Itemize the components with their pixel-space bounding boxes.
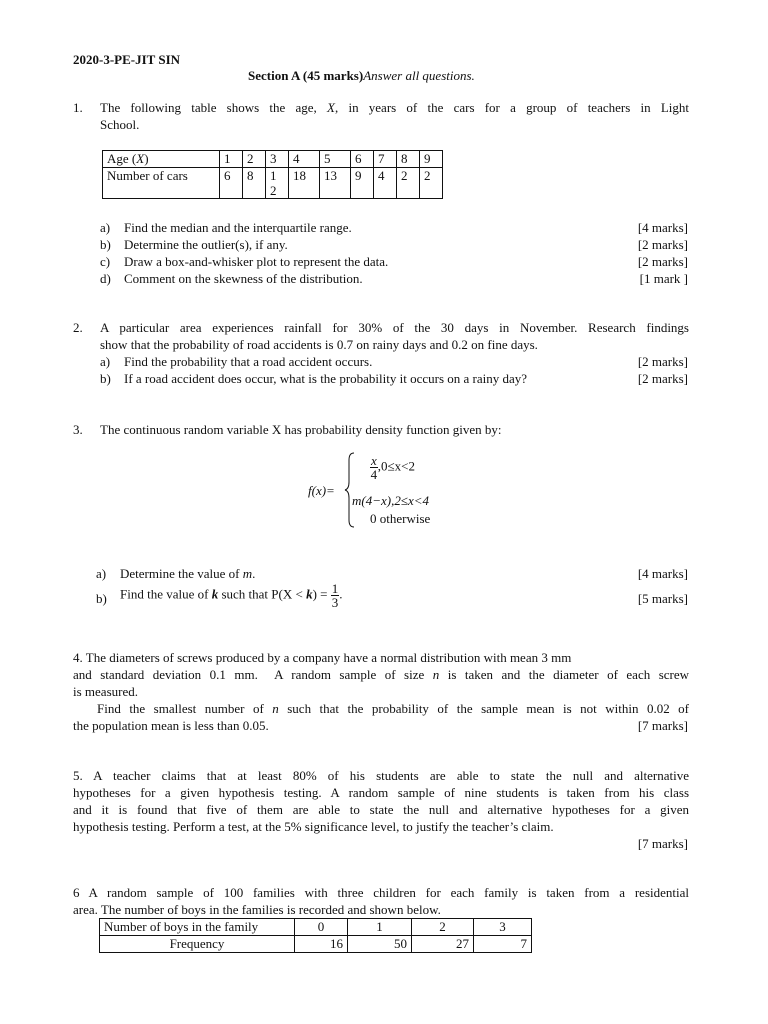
table-row [103,168,443,199]
pdf-lhs: f(x)= [308,483,335,498]
q3-number: 3. [73,422,83,437]
q3a-text [120,566,255,582]
table-cell: 2 [243,151,266,168]
q1-age-table [102,150,443,199]
table-cell: 0 [295,919,348,936]
fraction-denominator: 3 [331,595,339,610]
q5-line1: 5. A teacher claims that at least 80% of his students are able to state the null and alternative [73,768,689,783]
q2a-text: Find the probability that a road accident occurs. [124,354,373,369]
q5-line4: hypothesis testing. Perform a test, at the 5% significance level, to justify the teacher’s claim. [73,819,554,834]
table-header-frequency: Frequency [100,936,295,953]
table-cell: 18 [289,168,320,199]
q3a-label: a) [96,566,107,581]
table-cell: 5 [320,151,351,168]
q2b-label: b) [100,371,111,386]
table-cell: 9 [420,151,443,168]
table-cell: 1 2 [266,168,289,199]
q6-line2: area. The number of boys in the families is recorded and shown below. [73,902,441,917]
pdf-case1-fraction [370,454,378,481]
one-third-fraction [331,581,343,610]
q2-number: 2. [73,320,83,335]
table-cell: 9 [351,168,374,199]
q4-line1: 4. The diameters of screws produced by a company have a normal distribution with mean 3 mm [73,650,572,665]
section-heading [248,68,475,84]
q3b-end: . [339,586,343,602]
section-title: Section A (45 marks) [248,68,364,83]
table-cell: 3 [474,919,532,936]
section-instruction: Answer all questions. [363,68,475,83]
q4-line5: the population mean is less than 0.05. [73,718,269,733]
paper-code: 2020-3-PE-JIT SIN [73,52,181,67]
q6-line1: 6 A random sample of 100 families with three children for each family is taken from a residential [73,885,689,900]
q2a-label: a) [100,354,111,369]
q1b-marks: [2 marks] [637,237,688,252]
pdf-case1-condition: ,0≤x<2 [377,458,415,474]
q2a-marks: [2 marks] [637,354,688,369]
table-cell: 16 [295,936,348,953]
table-row [100,936,532,953]
table-cell: 6 [351,151,374,168]
table-cell: 8 [397,151,420,168]
table-cell: 4 [289,151,320,168]
q5-marks: [7 marks] [637,836,688,851]
table-row [103,151,443,168]
q1c-text: Draw a box-and-whisker plot to represent the data. [124,254,389,269]
q2b-text: If a road accident does occur, what is the probability it occurs on a rainy day? [124,371,528,386]
table-cell: 1 [220,151,243,168]
q2b-marks: [2 marks] [637,371,688,386]
table-cell: 27 [412,936,474,953]
q3b-text-post: ) = [312,586,331,602]
q1d-marks: [1 mark ] [639,271,688,286]
fraction-numerator: 1 [331,581,339,596]
table-cell: 8 [243,168,266,199]
pdf-equation [308,450,488,532]
q4-line4: Find the smallest number of n such that the probability of the sample mean is not within 0.02 of [97,701,689,716]
table-header-count: Number of cars [103,168,220,199]
q1-stem-line2: School. [100,117,140,132]
table-cell: 7 [474,936,532,953]
q3a-marks: [4 marks] [637,566,688,581]
q1a-text: Find the median and the interquartile range. [124,220,352,235]
q4-line2: and standard deviation 0.1 mm. A random sample of size n is taken and the diameter of each screw [73,667,690,682]
q3b-text-mid: such that P(X < [218,586,307,602]
q3a-text-post: . [252,566,256,581]
q5-line3: and it is found that five of them are able to state the null and alternative hypotheses for a given [73,802,689,817]
q2-stem-line1: A particular area experiences rainfall for 30% of the 30 days in November. Research findings [100,320,689,335]
q3a-text-pre: Determine the value of [120,566,243,581]
q1-number: 1. [73,100,83,115]
q3b-label: b) [96,591,107,606]
table-header-age: Age (X) [103,151,220,168]
var-m: m [242,566,253,581]
q4-marks: [7 marks] [637,718,688,733]
table-cell: 1 [348,919,412,936]
q2-stem-line2: show that the probability of road accidents is 0.7 on rainy days and 0.2 on fine days. [100,337,538,352]
table-cell: 2 [397,168,420,199]
fraction-numerator: x [371,453,377,468]
table-header-boys: Number of boys in the family [100,919,295,936]
var-k: k [306,586,313,602]
q6-boys-table [99,918,532,953]
table-cell: 2 [420,168,443,199]
left-brace-icon [344,452,356,528]
var-k: k [211,586,219,602]
q1c-marks: [2 marks] [637,254,688,269]
pdf-case1 [370,454,415,481]
q1b-text: Determine the outlier(s), if any. [124,237,288,252]
table-row [100,919,532,936]
q3-stem: The continuous random variable X has probability density function given by: [100,422,502,437]
table-cell: 3 [266,151,289,168]
table-cell: 13 [320,168,351,199]
q4-line3: is measured. [73,684,138,699]
q3b-marks: [5 marks] [637,591,688,606]
q5-line2: hypotheses for a given hypothesis testing. A random sample of nine students is taken from his class [73,785,689,800]
q1d-text: Comment on the skewness of the distribution. [124,271,363,286]
table-cell: 6 [220,168,243,199]
table-cell: 4 [374,168,397,199]
q1b-label: b) [100,237,111,252]
q1c-label: c) [100,254,111,269]
pdf-case2: m(4−x),2≤x<4 [352,493,430,508]
q1d-label: d) [100,271,111,286]
q1a-marks: [4 marks] [637,220,688,235]
fraction-denominator: 4 [370,467,378,482]
table-cell: 2 [412,919,474,936]
q3b-text-pre: Find the value of [120,586,212,602]
table-cell: 50 [348,936,412,953]
pdf-case3: 0 otherwise [370,511,431,526]
q1-stem-line1: The following table shows the age, X, in years of the cars for a group of teachers in Light [100,100,689,115]
table-cell: 7 [374,151,397,168]
q3b-text [120,582,343,609]
q1a-label: a) [100,220,111,235]
